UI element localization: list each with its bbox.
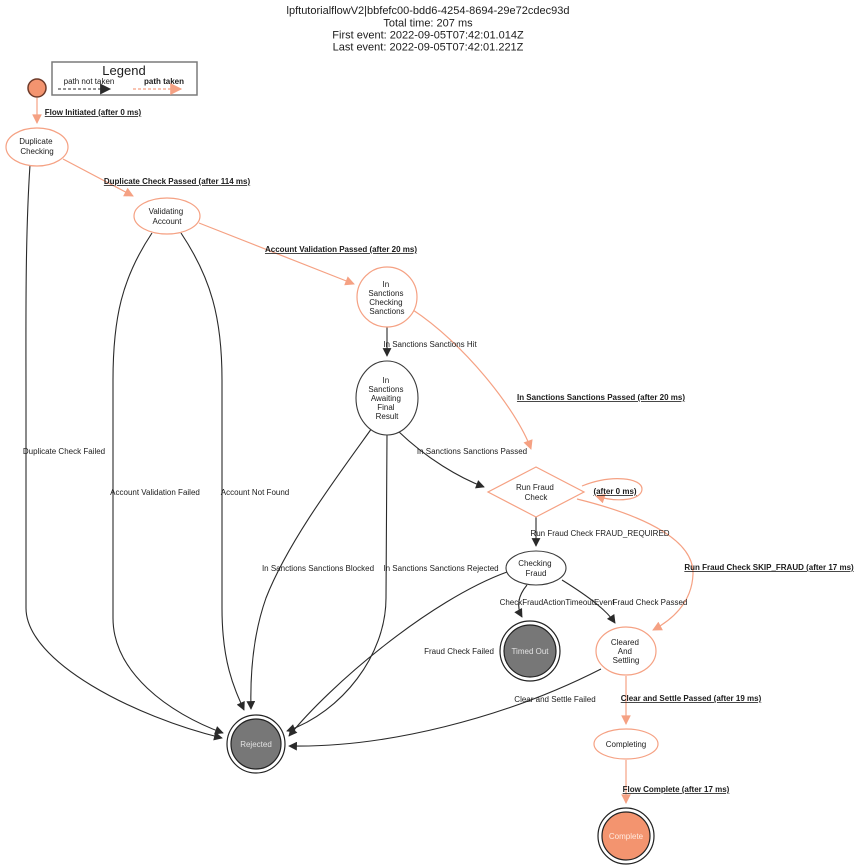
start-node-icon [28, 79, 46, 97]
node-rejected [227, 715, 285, 773]
edge-label-run-fraud-check-skip-fraud: Run Fraud Check SKIP_FRAUD (after 17 ms) [684, 563, 854, 572]
node-validating-account-label: Validating Account [148, 207, 184, 226]
edge-label-duplicate-check-passed: Duplicate Check Passed (after 114 ms) [103, 177, 251, 186]
title-block [287, 5, 570, 54]
first-event-text: First event: 2022-09-05T07:42:01.014Z [332, 29, 524, 42]
edge-label-after-0-ms: (after 0 ms) [593, 487, 637, 496]
node-checking-fraud-label: Checking Fraud [518, 559, 552, 578]
node-complete-label: Complete [608, 832, 644, 841]
edge-label-clear-and-settle-passed: Clear and Settle Passed (after 19 ms) [620, 694, 762, 703]
edge-in-sanctions-sanctions-rejected [287, 434, 387, 731]
node-duplicate-checking-label: Duplicate Checking [19, 137, 54, 156]
edge-label-in-sanctions-sanctions-passed: In Sanctions Sanctions Passed [416, 447, 528, 456]
edge-label-account-validation-failed: Account Validation Failed [110, 488, 200, 497]
node-run-fraud-check-label: Run Fraud Check [515, 483, 554, 502]
edge-label-duplicate-check-failed: Duplicate Check Failed [22, 447, 106, 456]
node-timed-out [500, 621, 560, 681]
edge-clear-and-settle-failed [289, 669, 601, 746]
edge-label-flow-initiated: Flow Initiated (after 0 ms) [44, 108, 142, 117]
edge-label-account-not-found: Account Not Found [220, 488, 290, 497]
node-checking-fraud [506, 551, 566, 585]
edge-label-in-sanctions-sanctions-rejected: In Sanctions Sanctions Rejected [383, 564, 499, 573]
node-in-sanctions-awaiting-final-result [356, 361, 418, 435]
edge-label-account-validation-passed: Account Validation Passed (after 20 ms) [264, 245, 418, 254]
edge-label-in-sanctions-sanctions-passed-taken: In Sanctions Sanctions Passed (after 20 ms) [516, 393, 686, 402]
edge-account-not-found [181, 233, 244, 710]
total-time-text: Total time: 207 ms [383, 17, 473, 30]
node-completing [594, 729, 658, 759]
edge-label-run-fraud-check-fraud-required: Run Fraud Check FRAUD_REQUIRED [530, 529, 670, 538]
node-duplicate-checking [6, 128, 68, 166]
node-complete [598, 808, 654, 864]
last-event-text: Last event: 2022-09-05T07:42:01.221Z [332, 41, 524, 54]
edge-account-validation-failed [113, 233, 223, 733]
node-start [28, 79, 46, 97]
node-cleared-and-settling [596, 627, 656, 675]
edge-label-fraud-check-passed: Fraud Check Passed [612, 598, 688, 607]
edge-in-sanctions-sanctions-passed-taken [413, 310, 531, 449]
edge-label-fraud-check-failed: Fraud Check Failed [424, 647, 494, 656]
node-rejected-label: Rejected [240, 740, 272, 749]
edge-label-in-sanctions-sanctions-hit: In Sanctions Sanctions Hit [383, 340, 477, 349]
edge-label-check-fraud-action-timeout-event: CheckFraudActionTimeoutEvent [499, 598, 615, 607]
node-run-fraud-check [488, 467, 584, 517]
legend-path-not-taken-label: path not taken [63, 77, 115, 86]
edge-label-in-sanctions-sanctions-blocked: In Sanctions Sanctions Blocked [261, 564, 375, 573]
legend [52, 62, 197, 95]
legend-title: Legend [102, 63, 146, 78]
node-cleared-and-settling-label: Cleared And Settling [610, 638, 640, 665]
edge-label-clear-and-settle-failed: Clear and Settle Failed [514, 695, 596, 704]
flow-id-text: lpftutorialflowV2|bbfefc00-bdd6-4254-8694-29e72cdec93d [286, 5, 570, 17]
edge-in-sanctions-sanctions-passed [398, 431, 484, 487]
node-in-sanctions-checking-sanctions [357, 267, 417, 327]
node-validating-account [134, 198, 200, 234]
edge-label-flow-complete: Flow Complete (after 17 ms) [622, 785, 730, 794]
edge-run-fraud-check-skip-fraud [577, 499, 693, 630]
node-in-sanctions-awaiting-final-result-label: In Sanctions Awaiting Final Result [368, 376, 404, 421]
node-timed-out-label: Timed Out [511, 647, 549, 656]
node-completing-label: Completing [605, 740, 647, 749]
legend-path-taken-label: path taken [143, 77, 185, 86]
node-in-sanctions-checking-sanctions-label: In Sanctions Checking Sanctions [368, 280, 405, 316]
